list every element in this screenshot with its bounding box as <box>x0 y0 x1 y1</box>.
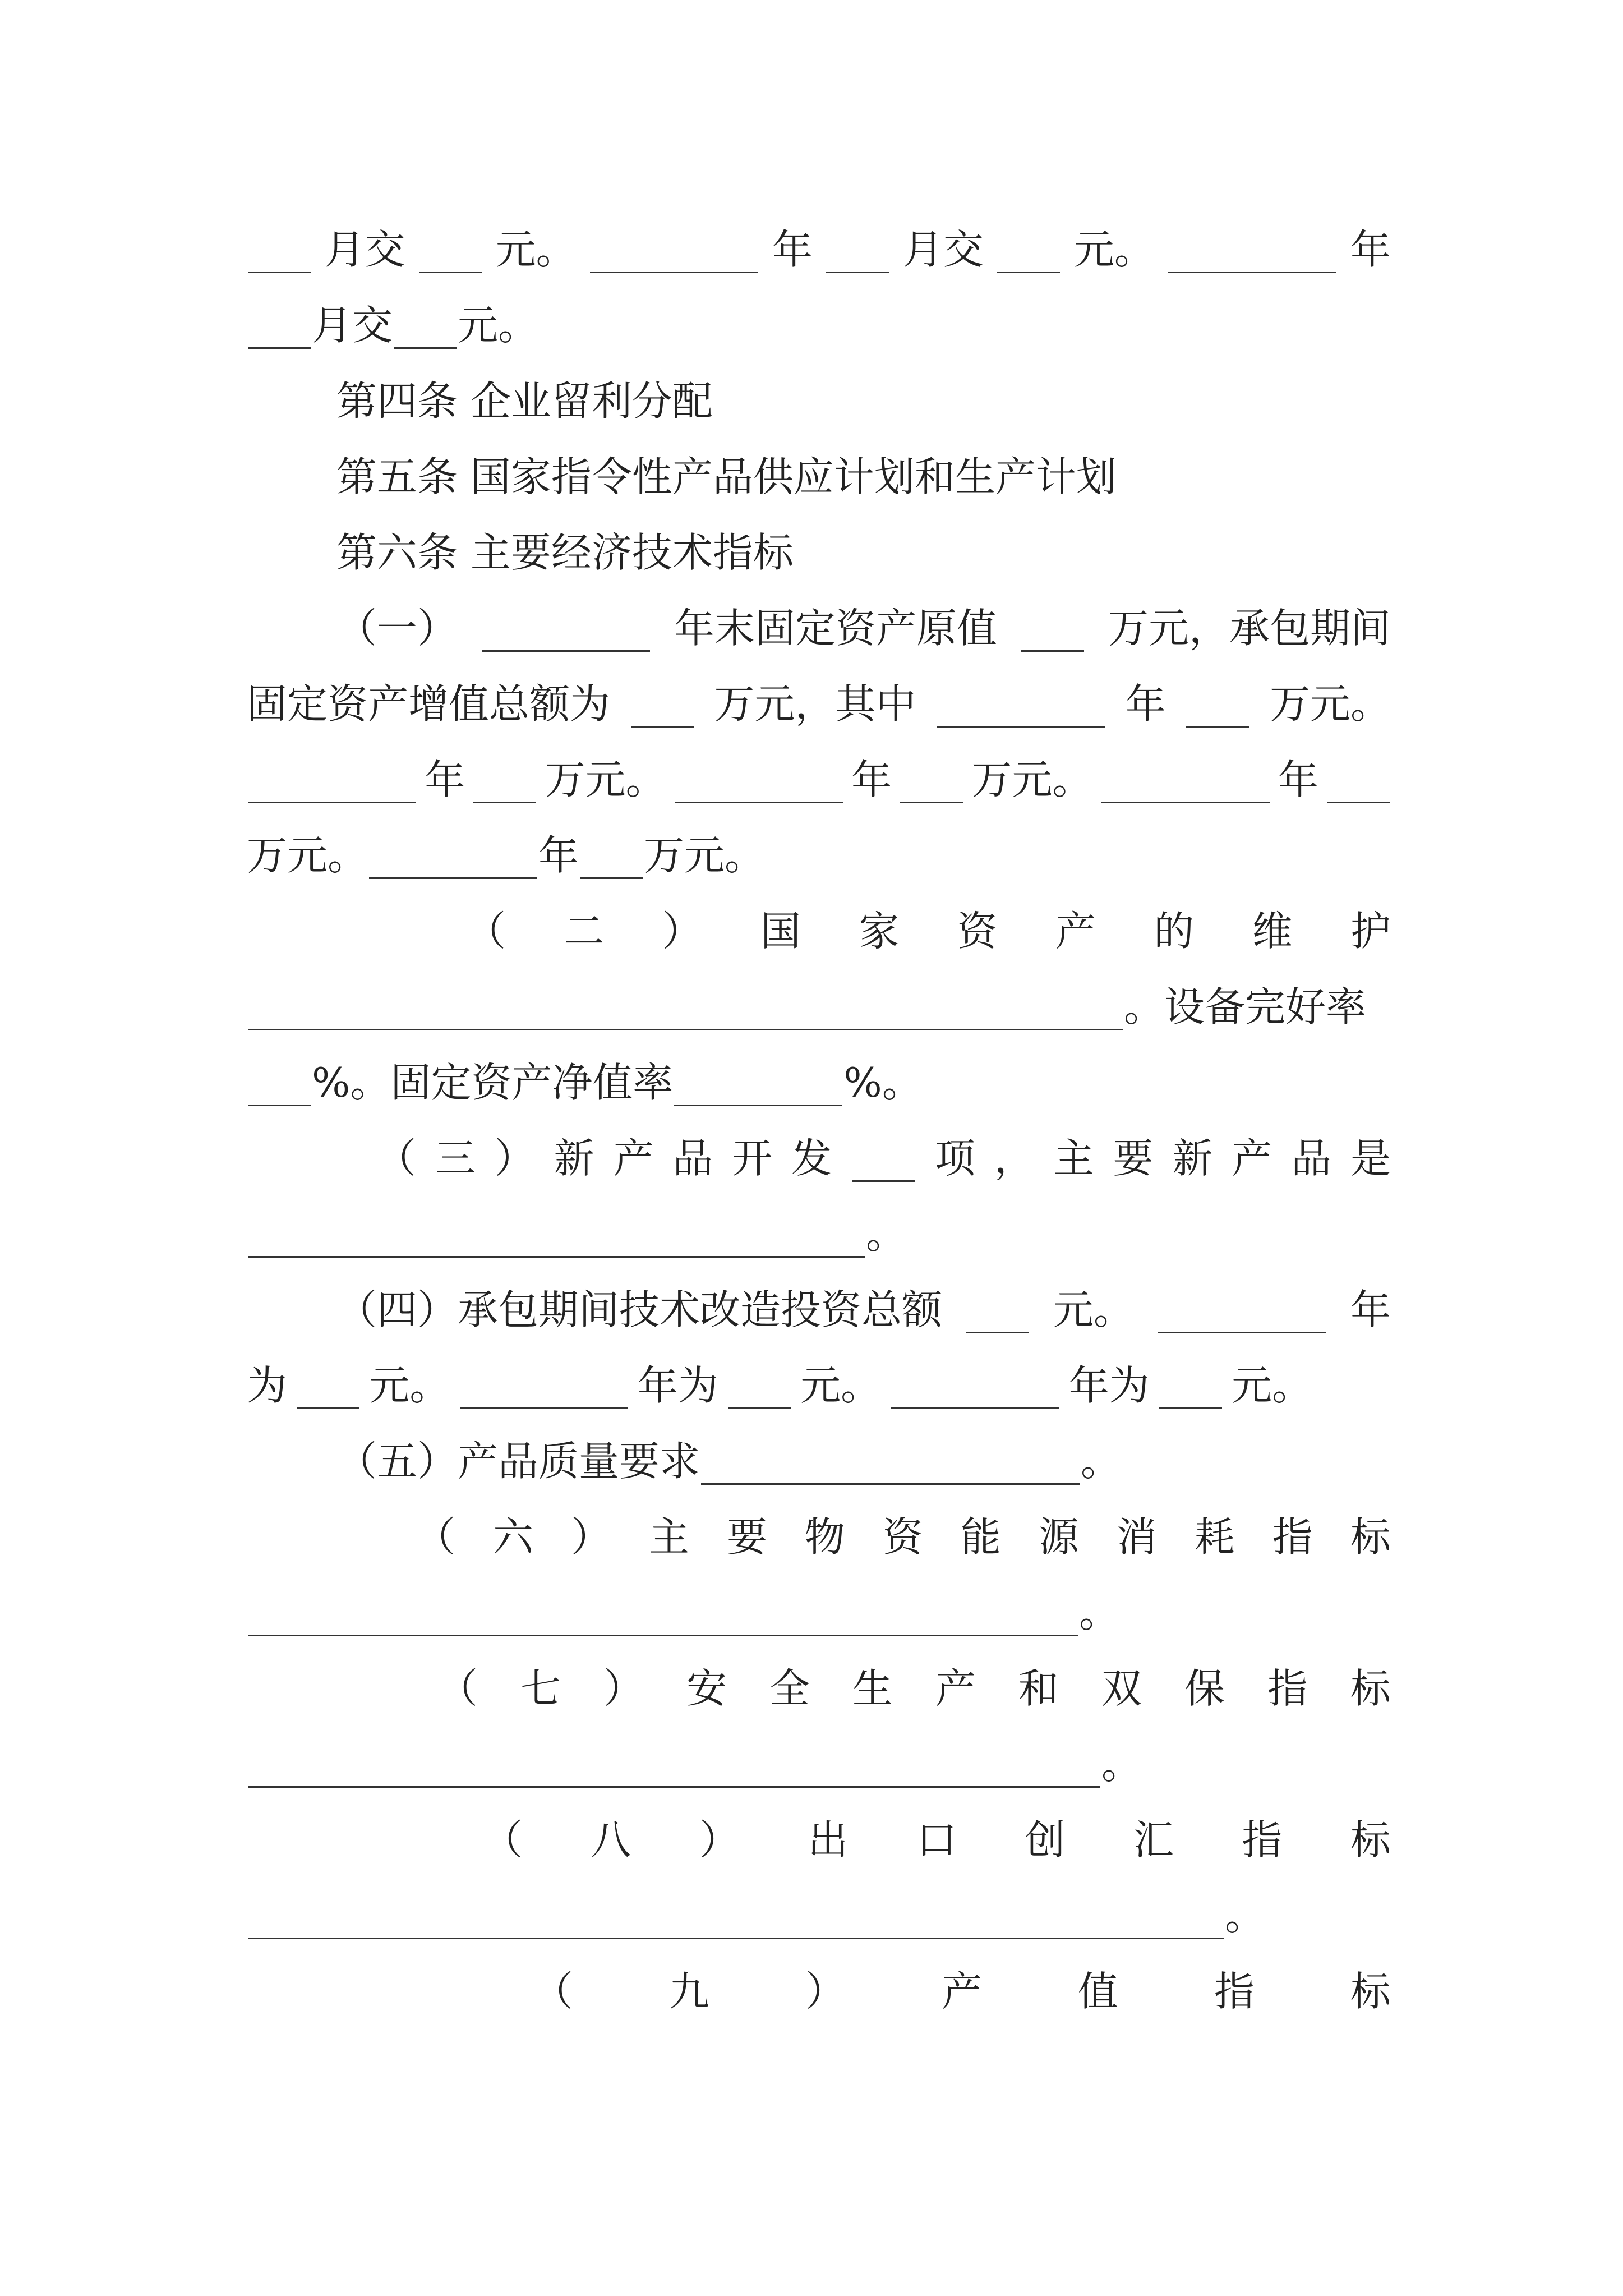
text-segment: ） <box>570 1513 611 1561</box>
text-segment: 是 <box>1350 1135 1391 1182</box>
text-segment: （ <box>482 1816 523 1864</box>
item-8-line-1 <box>247 1812 1391 1868</box>
blank <box>482 616 650 652</box>
blank <box>590 238 758 273</box>
blank <box>248 1071 311 1106</box>
text-segment: （ <box>415 1513 456 1561</box>
text-segment: （ <box>533 1968 574 2015</box>
text-segment: 资 <box>882 1513 923 1561</box>
blank <box>631 692 694 728</box>
blank <box>1327 768 1390 803</box>
text-segment: ） <box>805 1968 846 2015</box>
text-segment: 。 <box>1101 1741 1142 1788</box>
text-segment: 能 <box>960 1513 1001 1561</box>
blank <box>473 768 536 803</box>
blank <box>248 314 311 349</box>
text-segment: 维 <box>1252 908 1293 955</box>
text-segment: 。 <box>1079 1589 1120 1636</box>
text-segment: 万元。 <box>644 832 766 879</box>
text-segment: 口 <box>916 1816 957 1864</box>
article-6-heading <box>247 524 1481 581</box>
text-segment: 物 <box>804 1513 845 1561</box>
blank <box>1101 768 1270 803</box>
text-segment: 年为 <box>637 1362 718 1409</box>
text-segment: 万元，其中 <box>714 680 916 728</box>
item-8-line-2 <box>247 1888 1391 1944</box>
text-segment: 的 <box>1154 908 1195 955</box>
text-segment: 。 <box>866 1211 907 1258</box>
blank <box>248 238 311 273</box>
text-segment: （ <box>465 908 506 955</box>
text-segment: %。固定资产净值率 <box>312 1059 674 1106</box>
text-segment: 开 <box>732 1135 773 1182</box>
text-segment: 标 <box>1350 1968 1391 2015</box>
text-segment: 年 <box>425 756 465 803</box>
blank <box>728 1374 791 1409</box>
text-segment: 万元。 <box>247 832 368 879</box>
text-segment: 元。 <box>1073 226 1155 273</box>
item-1-line-2 <box>247 676 1391 732</box>
item-9-line-1 <box>247 1963 1391 2019</box>
text-segment: 新 <box>1172 1135 1213 1182</box>
text-segment: 年 <box>1350 226 1391 273</box>
text-segment: 消 <box>1116 1513 1157 1561</box>
text-segment: 品 <box>1291 1135 1332 1182</box>
text-segment: 万元。 <box>1269 680 1391 728</box>
text-segment: 年 <box>538 832 579 879</box>
text-segment: ） <box>494 1135 535 1182</box>
text-segment: 。设备完好率 <box>1124 983 1367 1030</box>
text-segment: 产 <box>1232 1135 1272 1182</box>
item-3-line-2 <box>247 1206 1391 1262</box>
text-segment: 产 <box>941 1968 982 2015</box>
text-segment: 项 <box>934 1135 975 1182</box>
text-segment: 元。 <box>369 1362 450 1409</box>
blank <box>460 1374 628 1409</box>
blank <box>248 995 1123 1030</box>
blank <box>852 1147 915 1182</box>
blank <box>891 1374 1059 1409</box>
blank <box>297 1374 359 1409</box>
text-segment: 和 <box>1018 1665 1059 1712</box>
blank <box>675 768 843 803</box>
text-segment: 指 <box>1267 1665 1308 1712</box>
text-segment: 年 <box>851 756 892 803</box>
text-segment: 安 <box>686 1665 727 1712</box>
item-7-line-1 <box>247 1660 1391 1717</box>
text-segment: 耗 <box>1194 1513 1235 1561</box>
blank <box>248 1904 1224 1939</box>
text-segment: 标 <box>1350 1513 1391 1561</box>
text-segment: 护 <box>1350 908 1391 955</box>
text-segment: 新 <box>554 1135 594 1182</box>
text-segment: （四）承包期间技术改造投资总额 <box>336 1286 943 1333</box>
text-segment: 第五条 国家指令性产品供应计划和生产计划 <box>336 453 1117 500</box>
text-segment: 元。 <box>1231 1362 1312 1409</box>
text-segment: 标 <box>1350 1816 1391 1864</box>
text-segment: 生 <box>852 1665 893 1712</box>
blank <box>248 1601 1078 1636</box>
text-segment: 月交 <box>324 226 405 273</box>
item-2-line-3 <box>247 1055 1391 1111</box>
text-segment: 第四条 企业留利分配 <box>336 378 713 425</box>
text-segment: 双 <box>1101 1665 1142 1712</box>
line-payment-1 <box>247 222 1391 278</box>
item-7-line-2 <box>247 1736 1391 1792</box>
blank <box>937 692 1105 728</box>
text-segment: 标 <box>1350 1665 1391 1712</box>
text-segment: 资 <box>957 908 998 955</box>
text-segment: 万元。 <box>971 756 1093 803</box>
blank <box>826 238 889 273</box>
text-segment: 万元，承包期间 <box>1108 605 1391 652</box>
item-6-line-2 <box>247 1585 1391 1641</box>
text-segment: 品 <box>672 1135 713 1182</box>
text-segment: 月交 <box>312 302 393 349</box>
blank <box>580 844 643 879</box>
blank <box>1158 1298 1326 1333</box>
text-segment: 创 <box>1025 1816 1066 1864</box>
blank <box>369 844 537 879</box>
text-segment: 元。 <box>800 1362 882 1409</box>
text-segment: 指 <box>1214 1968 1255 2015</box>
blank <box>248 1752 1100 1788</box>
text-segment: 产 <box>1055 908 1096 955</box>
text-segment: 元。 <box>458 302 539 349</box>
text-segment: 年 <box>1350 1286 1391 1333</box>
blank <box>997 238 1060 273</box>
blank <box>1168 238 1336 273</box>
blank <box>900 768 963 803</box>
item-2-line-2 <box>247 979 1391 1035</box>
text-segment: 固定资产增值总额为 <box>247 680 611 728</box>
item-2-line-1 <box>247 903 1391 959</box>
blank <box>419 238 482 273</box>
text-segment: 二 <box>564 908 605 955</box>
text-segment: 发 <box>791 1135 832 1182</box>
item-6-line-1 <box>247 1509 1391 1565</box>
text-segment: 万元。 <box>545 756 666 803</box>
text-segment: %。 <box>843 1059 923 1106</box>
text-segment: 国 <box>760 908 801 955</box>
article-5-heading <box>247 449 1481 505</box>
text-segment: 九 <box>668 1968 709 2015</box>
blank <box>966 1298 1029 1333</box>
item-4-line-2 <box>247 1358 1312 1414</box>
text-segment: 出 <box>808 1816 849 1864</box>
text-segment: （五）产品质量要求 <box>336 1438 700 1485</box>
text-segment: 汇 <box>1133 1816 1174 1864</box>
text-segment: 元。 <box>1053 1286 1134 1333</box>
item-1-line-3 <box>247 752 1391 808</box>
blank <box>674 1071 842 1106</box>
text-segment: 。 <box>1081 1438 1122 1485</box>
text-segment: 保 <box>1184 1665 1225 1712</box>
text-segment: ） <box>699 1816 740 1864</box>
text-segment: 要 <box>726 1513 767 1561</box>
text-segment: 。 <box>1225 1892 1266 1939</box>
blank <box>1021 616 1084 652</box>
text-segment: 年 <box>772 226 813 273</box>
text-segment: ， <box>994 1135 1035 1182</box>
blank <box>701 1450 1080 1485</box>
item-5-line <box>247 1433 1481 1489</box>
text-segment: 要 <box>1113 1135 1154 1182</box>
text-segment: 全 <box>769 1665 810 1712</box>
text-segment: 三 <box>435 1135 476 1182</box>
blank <box>248 768 416 803</box>
text-segment: 年 <box>1125 680 1166 728</box>
text-segment: 主 <box>1053 1135 1094 1182</box>
text-segment: 产 <box>935 1665 976 1712</box>
text-segment: 指 <box>1242 1816 1283 1864</box>
text-segment: 指 <box>1272 1513 1313 1561</box>
text-segment: 源 <box>1038 1513 1079 1561</box>
item-1-line-1 <box>247 600 1391 656</box>
line-payment-2 <box>247 297 1391 353</box>
text-segment: 元。 <box>495 226 577 273</box>
text-segment: 月交 <box>902 226 984 273</box>
text-segment: 家 <box>859 908 900 955</box>
text-segment: 年末固定资产原值 <box>674 605 997 652</box>
text-segment: 七 <box>520 1665 561 1712</box>
blank <box>248 1222 865 1258</box>
text-segment: 年 <box>1278 756 1318 803</box>
text-segment: ） <box>603 1665 644 1712</box>
text-segment: 值 <box>1077 1968 1118 2015</box>
item-1-line-4 <box>247 827 1391 884</box>
text-segment: 第六条 主要经济技术指标 <box>336 529 794 576</box>
blank <box>394 314 457 349</box>
article-4-heading <box>247 373 1481 429</box>
text-segment: ） <box>662 908 703 955</box>
text-segment: （ <box>376 1135 417 1182</box>
blank <box>1159 1374 1222 1409</box>
text-segment: 主 <box>648 1513 689 1561</box>
item-4-line-1 <box>247 1282 1391 1338</box>
text-segment: 八 <box>591 1816 631 1864</box>
text-segment: （ <box>437 1665 478 1712</box>
text-segment: （一） <box>336 605 458 652</box>
item-3-line-1 <box>247 1130 1391 1186</box>
blank <box>1186 692 1249 728</box>
text-segment: 六 <box>492 1513 533 1561</box>
text-segment: 产 <box>613 1135 654 1182</box>
text-segment: 为 <box>247 1362 288 1409</box>
text-segment: 年为 <box>1068 1362 1150 1409</box>
